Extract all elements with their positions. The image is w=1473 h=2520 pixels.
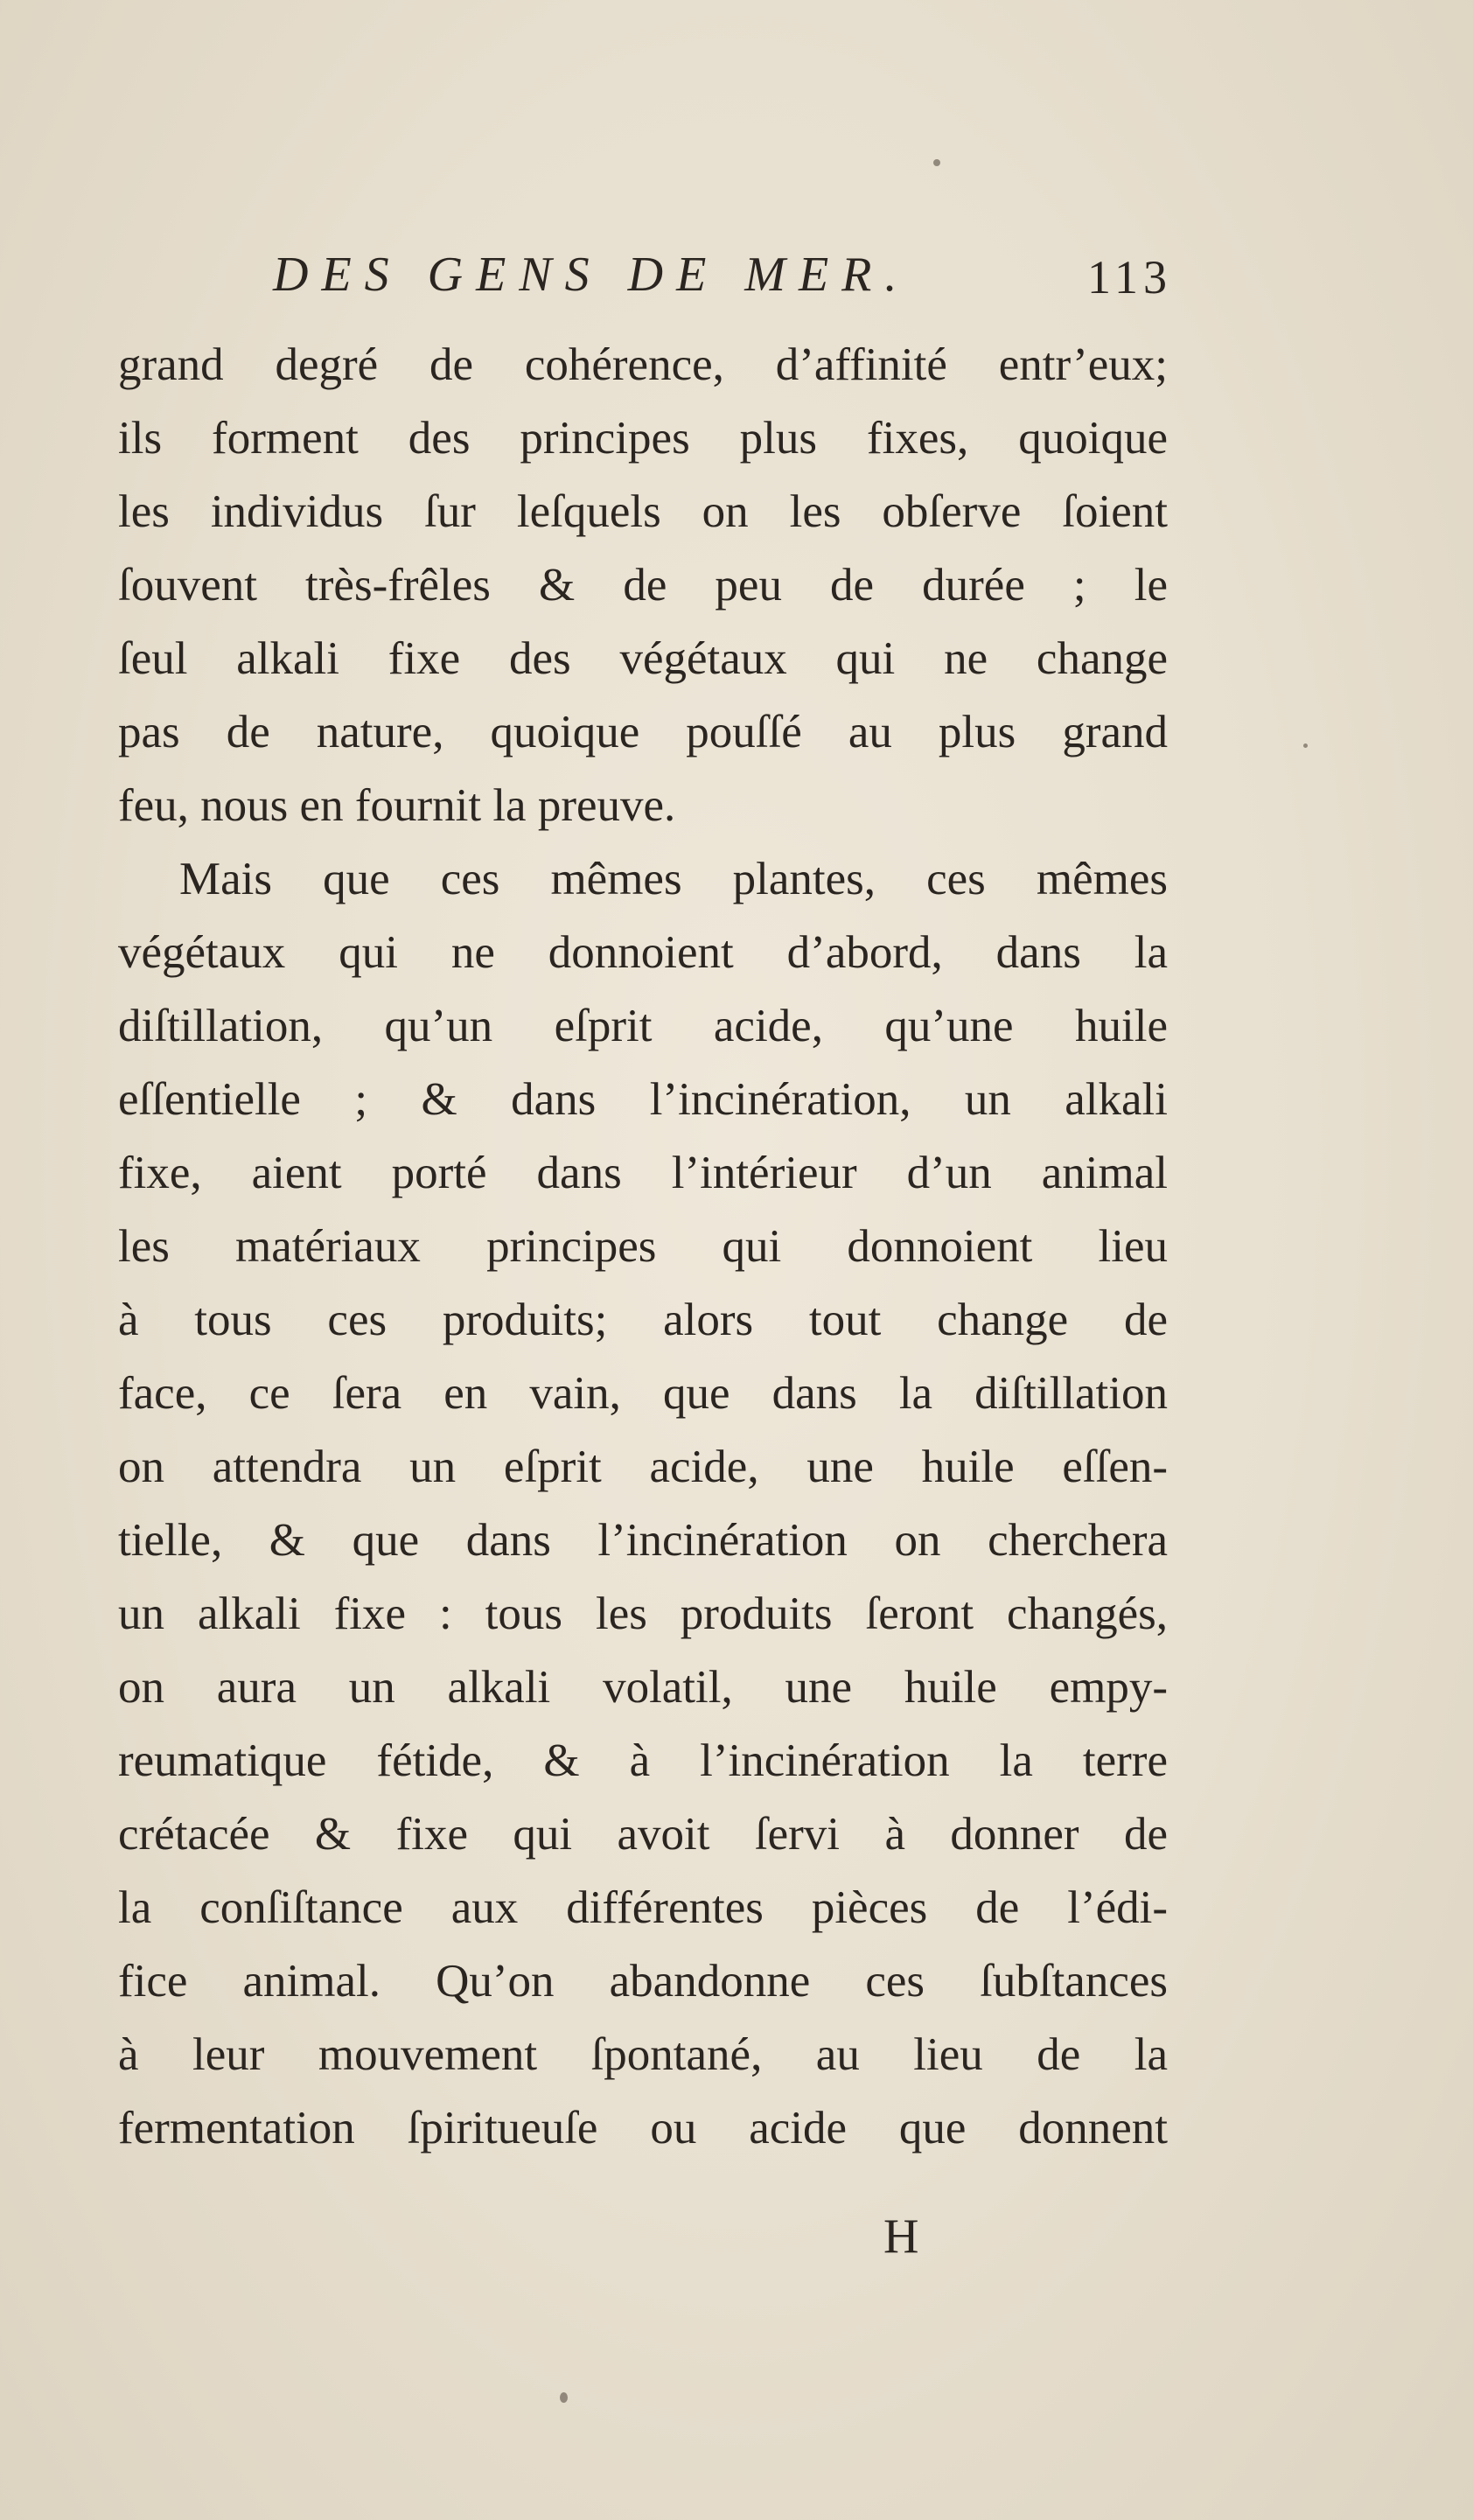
text-line: à leur mouvement ſpontané, au lieu de la [118,2029,1168,2080]
text-line: fermentation ſpiritueuſe ou acide que donnent [118,2103,1168,2154]
text-line: crétacée & fixe qui avoit ſervi à donner de [118,1809,1168,1860]
text-line: ils forment des principes plus fixes, quoique [118,413,1168,464]
text-line: un alkali fixe : tous les produits ſeront changés, [118,1588,1168,1639]
text-line: feu, nous en fournit la preuve. [118,780,676,831]
text-line: reumatique fétide, & à l’incinération la terre [118,1735,1168,1786]
text-line: on attendra un eſprit acide, une huile eſſen- [118,1441,1168,1492]
text-line: ſouvent très-frêles & de peu de durée ; le [118,560,1168,611]
text-line: fixe, aient porté dans l’intérieur d’un animal [118,1148,1168,1198]
text-line: tielle, & que dans l’incinération on cherchera [118,1515,1168,1566]
paper-speck [1303,743,1308,748]
text-line: les individus ſur leſquels on les obſerve ſoient [118,486,1168,537]
text-line: grand degré de cohérence, d’affinité entr’eux; [118,339,1168,390]
page-number: 113 [1087,251,1172,304]
text-line: pas de nature, quoique pouſſé au plus grand [118,707,1168,757]
text-line: ſeul alkali fixe des végétaux qui ne change [118,633,1168,684]
text-line: on aura un alkali volatil, une huile empy- [118,1662,1168,1713]
text-line: à tous ces produits; alors tout change de [118,1295,1168,1345]
text-line: les matériaux principes qui donnoient lieu [118,1221,1168,1272]
page-header [262,247,1172,308]
body-text [118,328,1168,2209]
text-line: eſſentielle ; & dans l’incinération, un alkali [118,1074,1168,1125]
signature-mark: H [883,2209,919,2264]
text-line: face, ce ſera en vain, que dans la diſtillation [118,1368,1168,1419]
running-title: DES GENS DE MER. [273,248,911,302]
text-line: la conſiſtance aux différentes pièces de l’édi- [118,1882,1168,1933]
text-line: végétaux qui ne donnoient d’abord, dans la [118,927,1168,978]
text-line: fice animal. Qu’on abandonne ces ſubſtances [118,1956,1168,2007]
text-line: diſtillation, qu’un eſprit acide, qu’une huile [118,1001,1168,1051]
paper-speck [933,159,940,166]
text-line: Mais que ces mêmes plantes, ces mêmes [179,854,1168,904]
paper-speck [560,2392,568,2403]
